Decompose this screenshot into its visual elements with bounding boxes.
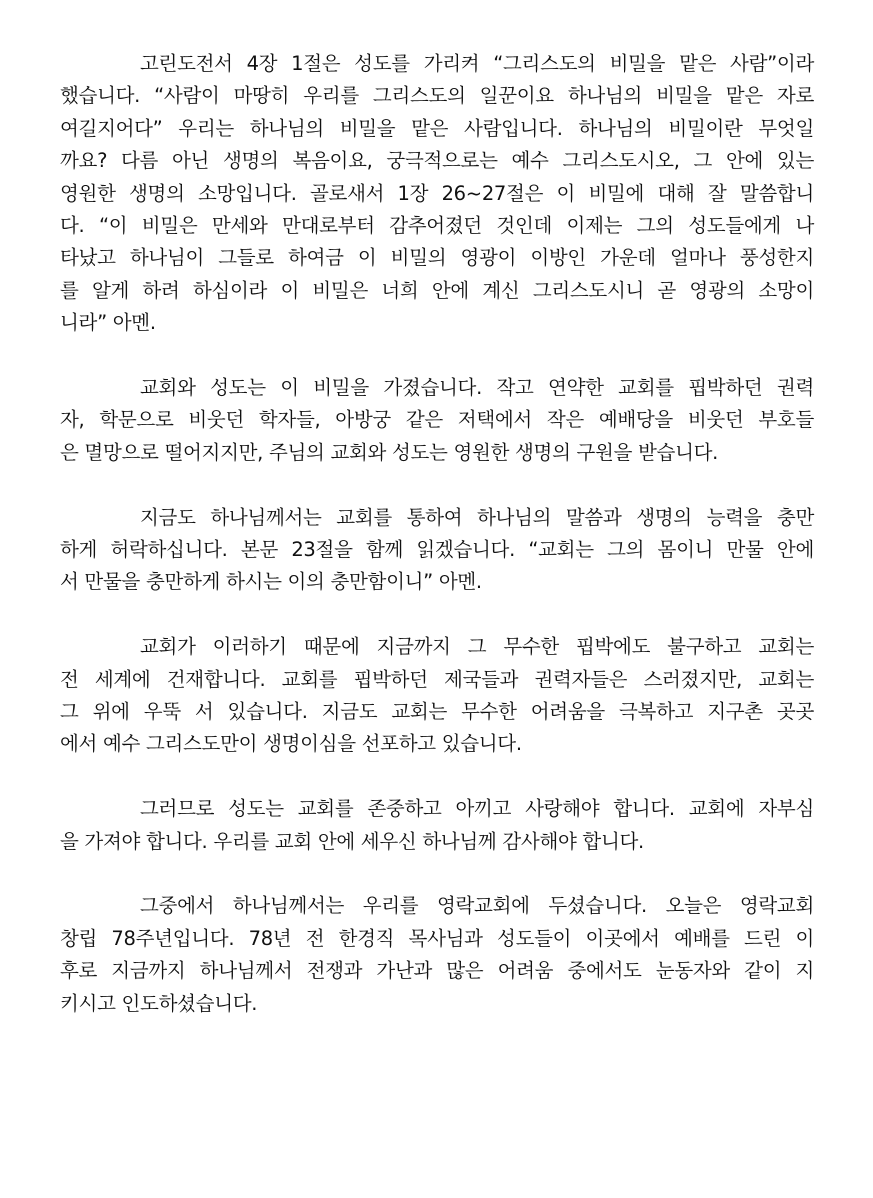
text-line: 다. “이 비밀은 만세와 만대로부터 감추어졌던 것인데 이제는 그의 성도들에게 나	[60, 214, 814, 238]
text-line: 까요? 다름 아닌 생명의 복음이요, 궁극적으로는 예수 그리스도시오, 그 안에 있는	[60, 149, 814, 173]
text-line: 니라” 아멘.	[60, 311, 156, 335]
paragraph-3	[60, 502, 814, 599]
text-line: 하게 허락하십니다. 본문 23절을 함께 읽겠습니다. “교회는 그의 몸이니 만물 안에	[60, 538, 814, 562]
text-line: 고린도전서 4장 1절은 성도를 가리켜 “그리스도의 비밀을 맡은 사람”이라	[140, 52, 814, 75]
text-line: 서 만물을 충만하게 하시는 이의 충만함이니” 아멘.	[60, 570, 482, 594]
text-line: 교회가 이러하기 때문에 지금까지 그 무수한 핍박에도 불구하고 교회는	[140, 635, 814, 659]
paragraph-5	[60, 793, 814, 858]
text-line: 창립 78주년입니다. 78년 전 한경직 목사님과 성도들이 이곳에서 예배를 드린 이	[60, 926, 814, 950]
text-line: 그 위에 우뚝 서 있습니다. 지금도 교회는 무수한 어려움을 극복하고 지구촌 곳곳	[60, 700, 814, 724]
paragraph-6	[60, 890, 814, 1020]
text-line: 타났고 하나님이 그들로 하여금 이 비밀의 영광이 이방인 가운데 얼마나 풍성한지	[60, 246, 814, 270]
text-line: 그중에서 하나님께서는 우리를 영락교회에 두셨습니다. 오늘은 영락교회	[140, 894, 814, 918]
paragraph-1	[60, 48, 814, 340]
text-line: 를 알게 하려 하심이라 이 비밀은 너희 안에 계신 그리스도시니 곧 영광의 소망이	[60, 278, 814, 302]
text-line: 영원한 생명의 소망입니다. 골로새서 1장 26~27절은 이 비밀에 대해 잘 말씀합니	[60, 181, 814, 205]
text-line: 을 가져야 합니다. 우리를 교회 안에 세우신 하나님께 감사해야 합니다.	[60, 829, 644, 853]
paragraph-2	[60, 372, 814, 469]
paragraph-4	[60, 631, 814, 761]
text-line: 했습니다. “사람이 마땅히 우리를 그리스도의 일꾼이요 하나님의 비밀을 맡은 자로	[60, 84, 814, 108]
text-line: 은 멸망으로 떨어지지만, 주님의 교회와 성도는 영원한 생명의 구원을 받습니다.	[60, 440, 719, 464]
text-line: 교회와 성도는 이 비밀을 가졌습니다. 작고 연약한 교회를 핍박하던 권력	[140, 376, 814, 400]
text-line: 그러므로 성도는 교회를 존중하고 아끼고 사랑해야 합니다. 교회에 자부심	[140, 797, 814, 821]
text-line: 에서 예수 그리스도만이 생명이심을 선포하고 있습니다.	[60, 732, 522, 756]
text-line: 후로 지금까지 하나님께서 전쟁과 가난과 많은 어려움 중에서도 눈동자와 같이 지	[60, 959, 814, 983]
text-line: 자, 학문으로 비웃던 학자들, 아방궁 같은 저택에서 작은 예배당을 비웃던 부호들	[60, 408, 814, 432]
text-line: 여길지어다” 우리는 하나님의 비밀을 맡은 사람입니다. 하나님의 비밀이란 무엇일	[60, 116, 814, 140]
document-page	[60, 48, 814, 1053]
text-line: 전 세계에 건재합니다. 교회를 핍박하던 제국들과 권력자들은 스러졌지만, 교회는	[60, 667, 814, 691]
text-line: 키시고 인도하셨습니다.	[60, 991, 258, 1015]
text-line: 지금도 하나님께서는 교회를 통하여 하나님의 말씀과 생명의 능력을 충만	[140, 505, 814, 529]
